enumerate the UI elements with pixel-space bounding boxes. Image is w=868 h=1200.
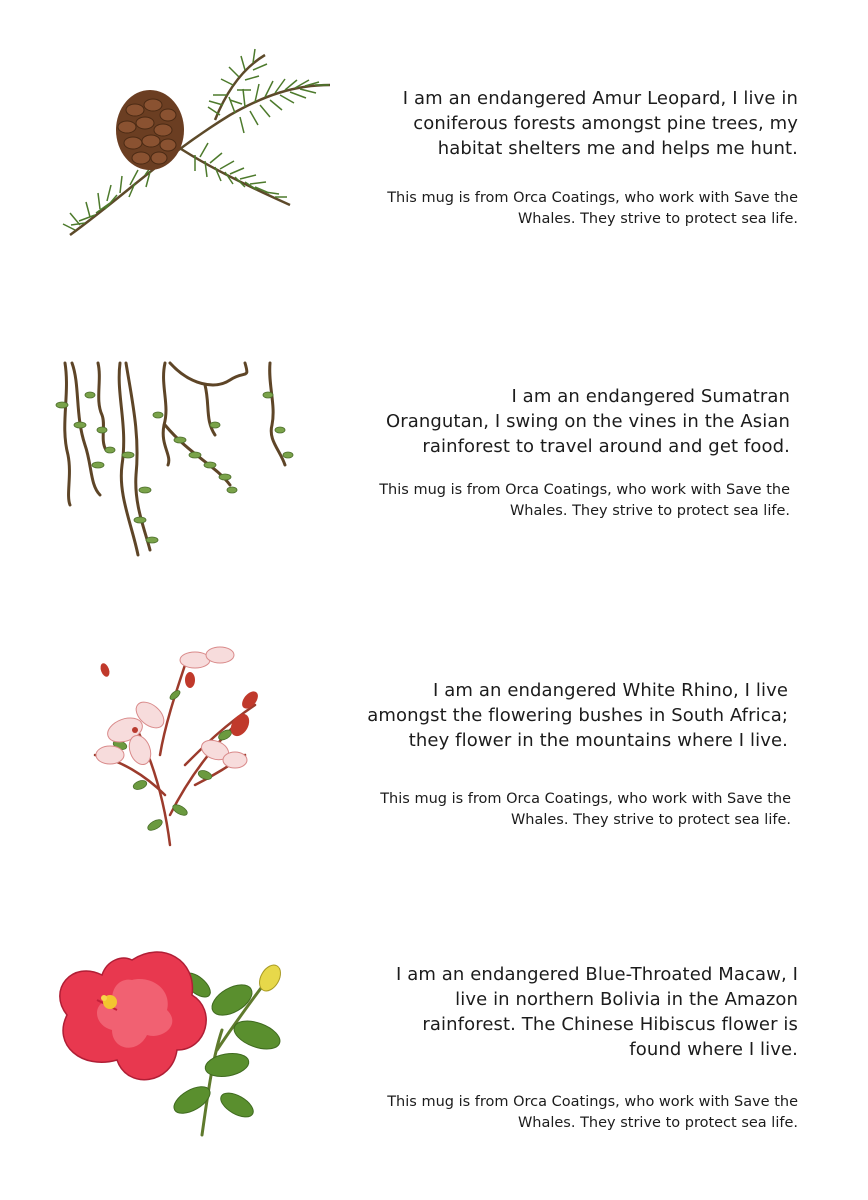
- hibiscus-illustration: [42, 940, 292, 1140]
- animal-description: [403, 86, 798, 161]
- description-line: I am an endangered Sumatran: [511, 386, 790, 407]
- description-line: live in northern Bolivia in the Amazon: [455, 989, 798, 1010]
- description-line: I am an endangered White Rhino, I live: [433, 680, 788, 701]
- animal-description: [386, 384, 790, 459]
- description-line: they flower in the mountains where I live.: [408, 730, 788, 751]
- description-line: rainforest to travel around and get food.: [422, 436, 790, 457]
- animal-description: [396, 962, 798, 1062]
- description-line: amongst the flowering bushes in South Africa;: [367, 705, 788, 726]
- description-line: I am an endangered Blue-Throated Macaw, I: [395, 964, 798, 985]
- animal-description: [367, 678, 788, 753]
- jungle-vines-illustration: [40, 355, 300, 560]
- note-line: Whales. They strive to protect sea life.: [509, 503, 790, 519]
- mug-note: [380, 789, 791, 831]
- hibiscus-flower-icon: [60, 952, 206, 1080]
- note-line: This mug is from Orca Coatings, who work with Save the: [387, 1094, 798, 1110]
- description-line: rainforest. The Chinese Hibiscus flower is: [422, 1014, 798, 1035]
- description-line: Orangutan, I swing on the vines in the Asian: [385, 411, 790, 432]
- mug-note: [387, 188, 798, 230]
- note-line: Whales. They strive to protect sea life.: [510, 812, 791, 828]
- description-line: habitat shelters me and helps me hunt.: [437, 138, 798, 159]
- entry-text: [403, 86, 798, 161]
- mug-note: [379, 480, 790, 522]
- note-line: Whales. They strive to protect sea life.: [517, 211, 798, 227]
- note-line: This mug is from Orca Coatings, who work with Save the: [380, 791, 791, 807]
- entry-text: [367, 678, 788, 753]
- flowering-bush-illustration: [65, 635, 270, 850]
- pine-cone-icon: [116, 90, 184, 170]
- mug-note: [387, 1092, 798, 1134]
- description-line: I am an endangered Amur Leopard, I live in: [402, 88, 798, 109]
- note-line: This mug is from Orca Coatings, who work with Save the: [379, 482, 790, 498]
- entry-text: [386, 384, 790, 459]
- description-line: found where I live.: [629, 1039, 798, 1060]
- description-line: coniferous forests amongst pine trees, my: [413, 113, 798, 134]
- note-line: This mug is from Orca Coatings, who work with Save the: [387, 190, 798, 206]
- note-line: Whales. They strive to protect sea life.: [517, 1115, 798, 1131]
- pine-branch-illustration: [55, 45, 340, 245]
- entry-text: [396, 962, 798, 1062]
